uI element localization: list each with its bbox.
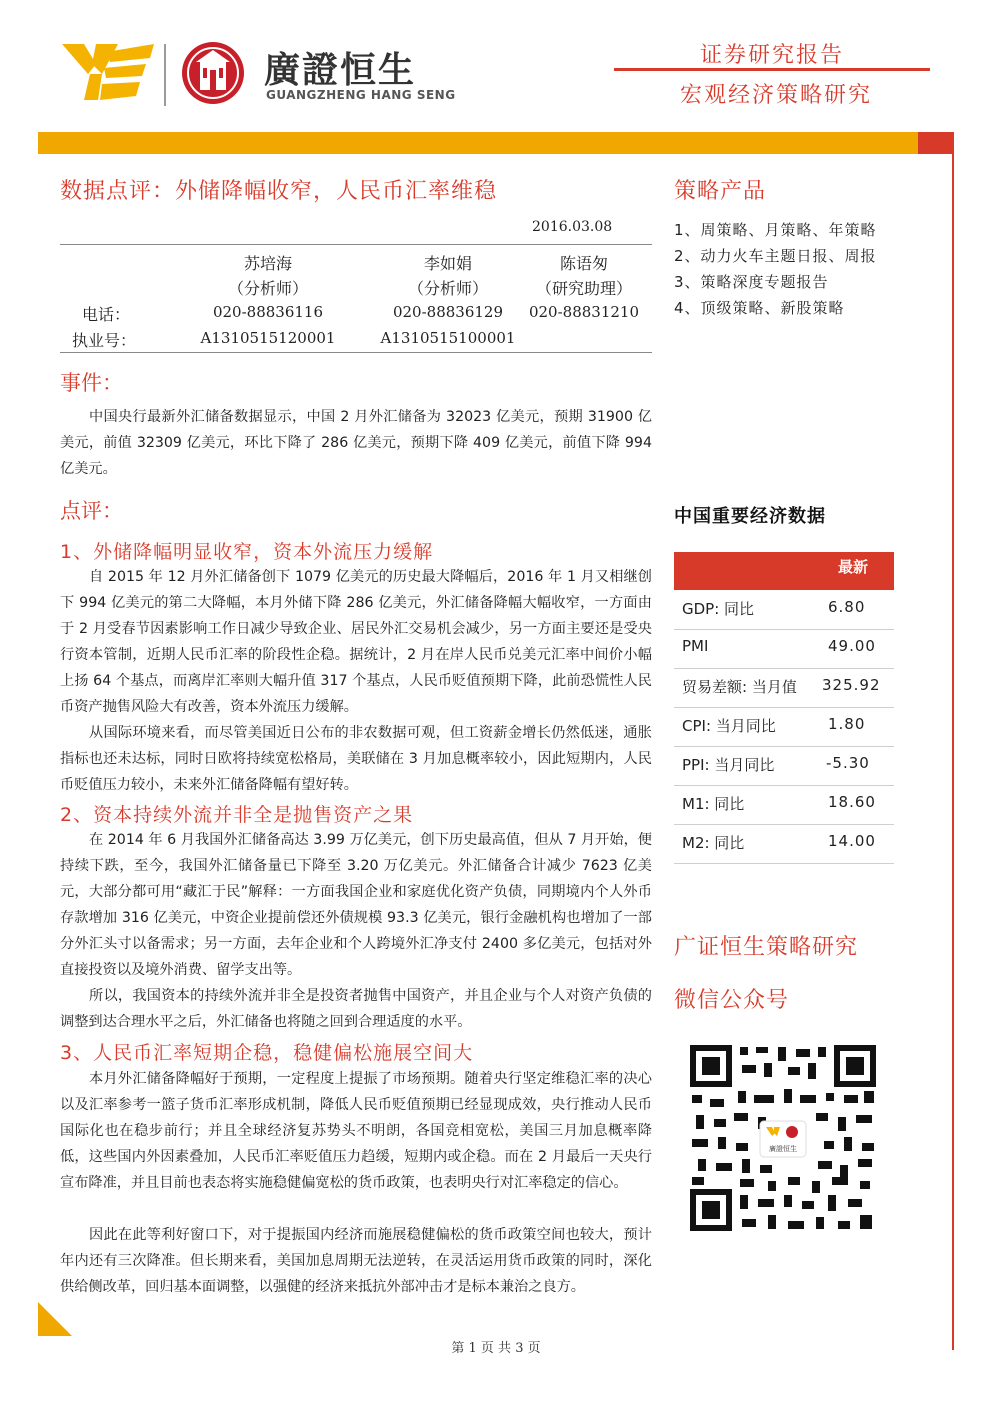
brand-name-cn: 廣證恒生 xyxy=(264,50,417,91)
corner-triangle xyxy=(38,1302,72,1336)
econ-indicator-name: GDP: 同比 xyxy=(682,600,755,618)
header-divider xyxy=(614,68,930,71)
phone-label: 电话： xyxy=(82,305,131,324)
section-3-paragraph-2: 因此在此等利好窗口下，对于提振国内经济而施展稳健偏松的货币政策空间也较大，预计年内还有三次降准。但长期来看，美国加息周期无法逆转，在灵活运用货币政策的同时，深化供给侧改革，回归基本面调整，以强健的经济来抵抗外部冲击才是标本兼治之良方。 xyxy=(60,1227,652,1295)
econ-indicator-value: 14.00 xyxy=(828,832,876,850)
section-2-paragraph-1: 在 2014 年 6 月我国外汇储备高达 3.99 万亿美元，创下历史最高值，但从 7 月开始，便持续下跌，至今，我国外汇储备量已下降至 3.20 万亿美元。外汇储备合计减少 7623 亿美元，大部分都可用“藏汇于民”解释：一方面我国企业和家庭优化资产负债，同期境内个人外币存款增加 316 亿美元，中资企业提前偿还外债规模 93.3 亿美元，银行金融机构也增加了一部分外汇头寸以备需求；另一方面，去年企业和个人跨境外汇净支付 2400 多亿美元，包括对外直接投资以及境外消费、留学支出等。 xyxy=(60,832,652,978)
right-border-line xyxy=(952,154,954,1350)
report-subtype: 宏观经济策略研究 xyxy=(680,83,873,108)
section-2-title: 2、资本持续外流并非全是抛售资产之果 xyxy=(60,804,414,826)
section-3-paragraph-1: 本月外汇储备降幅好于预期，一定程度上提振了市场预期。随着央行坚定维稳汇率的决心以及汇率参考一篮子货币汇率形成机制，降低人民币贬值预期已经显现成效，央行推动人民币国际化也在稳步前行；并且全球经济复苏势头不明朗，各国竞相宽松，美国三月加息概率降低，这些国内外因素叠加，人民币汇率贬值压力趋缓，短期内或企稳。而在 2 月最后一天央行宣布降准，并且目前也表态将实施稳健偏宽松的货币政策，也表明央行对汇率稳定的信心。 xyxy=(60,1071,652,1191)
logo-separator xyxy=(164,44,166,106)
econ-row xyxy=(674,707,894,747)
product-item: 2、动力火车主题日报、周报 xyxy=(674,247,877,265)
analyst-table-bottom-rule xyxy=(60,352,652,353)
page-title: 数据点评：外储降幅收窄，人民币汇率维稳 xyxy=(60,179,498,204)
econ-indicator-value: 6.80 xyxy=(828,598,866,616)
econ-row xyxy=(674,668,894,708)
page-number: 第 1 页 共 3 页 xyxy=(451,1341,541,1356)
econ-header-latest: 最新 xyxy=(838,558,869,576)
econ-indicator-name: M2: 同比 xyxy=(682,834,745,852)
top-band-red-block xyxy=(918,132,954,154)
license-label: 执业号： xyxy=(72,331,137,350)
section-1-paragraph-2: 从国际环境来看，而尽管美国近日公布的非农数据可观，但工资薪金增长仍然低迷，通胀指标也还未达标，同时日欧将持续宽松格局，美联储在 3 月加息概率较小，因此短期内，人民币贬值压力较小，未来外汇储备降幅有望好转。 xyxy=(60,725,652,793)
econ-indicator-name: PMI xyxy=(682,637,709,655)
analyst-name: 李如娟 xyxy=(423,254,472,273)
qr-logo-text: 廣證恒生 xyxy=(769,1145,797,1153)
top-color-band xyxy=(38,132,954,154)
analyst-phone: 020-88831210 xyxy=(528,303,640,321)
analyst-license: A1310515100001 xyxy=(380,329,516,347)
event-heading: 事件： xyxy=(60,371,123,395)
review-heading: 点评： xyxy=(60,499,123,523)
analyst-role: （研究助理） xyxy=(535,279,632,298)
analyst-role: （分析师） xyxy=(227,279,308,298)
wechat-qr-code[interactable] xyxy=(688,1043,878,1233)
econ-indicator-value: -5.30 xyxy=(826,754,870,772)
econ-indicator-name: M1: 同比 xyxy=(682,795,745,813)
econ-indicator-name: 贸易差额: 当月值 xyxy=(682,678,797,696)
econ-row xyxy=(674,785,894,825)
product-item: 3、策略深度专题报告 xyxy=(674,273,829,291)
analyst-phone: 020-88836129 xyxy=(392,303,504,321)
product-item: 1、周策略、月策略、年策略 xyxy=(674,221,877,239)
econ-indicator-value: 18.60 xyxy=(828,793,876,811)
econ-indicator-name: PPI: 当月同比 xyxy=(682,756,775,774)
section-1-paragraph-1: 自 2015 年 12 月外汇储备创下 1079 亿美元的历史最大降幅后，2016 年 1 月又相继创下 994 亿美元的第二大降幅，本月外储下降 286 亿美元，外汇储备降幅大幅收窄，一方面由于 2 月受春节因素影响工作日减少导致企业、居民外汇交易机会减少，另一方面主要还是受央行资本管制，近期人民币汇率的阶段性企稳。据统计，2 月在岸人民币兑美元汇率中间价小幅上扬 64 个基点，而离岸汇率则大幅升值 317 个基点，人民币贬值预期下降，此前恐慌性人民币资产抛售风险大有改善，资本外流压力缓解。 xyxy=(60,569,652,715)
econ-indicator-value: 325.92 xyxy=(822,676,881,694)
strategy-products-title: 策略产品 xyxy=(674,179,767,204)
econ-row xyxy=(674,824,894,864)
product-item: 4、顶级策略、新股策略 xyxy=(674,299,845,317)
analyst-license: A1310515120001 xyxy=(200,329,336,347)
section-1-title: 1、外储降幅明显收窄，资本外流压力缓解 xyxy=(60,541,434,563)
section-2-paragraph-2: 所以，我国资本的持续外流并非全是投资者抛售中国资产，并且企业与个人对资产负债的调整到达合理水平之后，外汇储备也将随之回到合理适度的水平。 xyxy=(60,988,652,1030)
econ-indicator-value: 1.80 xyxy=(828,715,866,733)
econ-indicator-name: CPI: 当月同比 xyxy=(682,717,776,735)
ye-logo-icon xyxy=(62,40,154,102)
analyst-phone: 020-88836116 xyxy=(212,303,324,321)
analyst-name: 陈语匆 xyxy=(559,254,608,273)
econ-indicator-value: 49.00 xyxy=(828,637,876,655)
analyst-role: （分析师） xyxy=(407,279,488,298)
econ-data-title: 中国重要经济数据 xyxy=(674,506,826,527)
section-3-title: 3、人民币汇率短期企稳，稳健偏松施展空间大 xyxy=(60,1042,474,1064)
brand-name-en: GUANGZHENG HANG SENG xyxy=(266,88,456,102)
wechat-title-line1: 广证恒生策略研究 xyxy=(674,935,859,960)
econ-row xyxy=(674,746,894,786)
wechat-title-line2: 微信公众号 xyxy=(674,988,790,1013)
event-text: 中国央行最新外汇储备数据显示，中国 2 月外汇储备为 32023 亿美元，预期 31900 亿美元，前值 32309 亿美元，环比下降了 286 亿美元，预期下降 409 亿美元，前值下降 994 亿美元。 xyxy=(60,409,652,477)
analyst-name: 苏培海 xyxy=(243,254,292,273)
econ-row xyxy=(674,629,894,669)
seal-logo-icon xyxy=(180,40,246,106)
report-type: 证券研究报告 xyxy=(700,43,845,68)
analyst-table-top-rule xyxy=(60,244,652,245)
econ-row xyxy=(674,590,894,630)
report-date: 2016.03.08 xyxy=(532,219,613,235)
